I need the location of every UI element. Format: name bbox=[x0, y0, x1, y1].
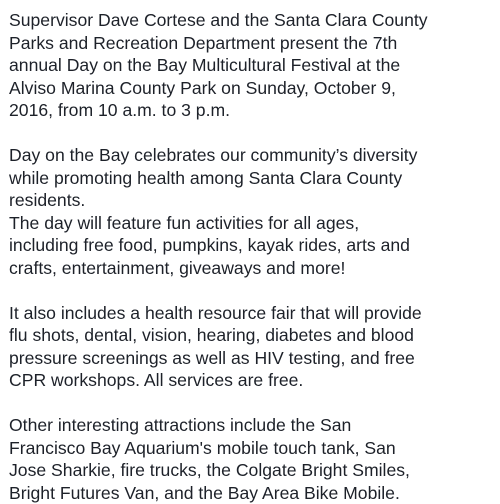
text-line: The day will feature fun activities for all ages, bbox=[9, 212, 495, 235]
text-line: Parks and Recreation Department present the 7th bbox=[9, 32, 495, 55]
text-line: Supervisor Dave Cortese and the Santa Clara County bbox=[9, 9, 495, 32]
paragraph-diversity-activities bbox=[9, 144, 495, 279]
text-line: Francisco Bay Aquarium's mobile touch tank, San bbox=[9, 437, 495, 460]
text-line: flu shots, dental, vision, hearing, diabetes and blood bbox=[9, 324, 495, 347]
text-line: CPR workshops. All services are free. bbox=[9, 369, 495, 392]
text-line: pressure screenings as well as HIV testing, and free bbox=[9, 347, 495, 370]
text-line: It also includes a health resource fair that will provide bbox=[9, 302, 495, 325]
paragraph-event-announcement bbox=[9, 9, 495, 122]
text-line: Bright Futures Van, and the Bay Area Bike Mobile. bbox=[9, 482, 495, 504]
text-line: annual Day on the Bay Multicultural Festival at the bbox=[9, 54, 495, 77]
text-line: Other interesting attractions include the San bbox=[9, 414, 495, 437]
post-body bbox=[9, 9, 495, 504]
paragraph-health-fair bbox=[9, 302, 495, 392]
text-line: crafts, entertainment, giveaways and more! bbox=[9, 257, 495, 280]
paragraph-attractions bbox=[9, 414, 495, 504]
text-line: including free food, pumpkins, kayak rides, arts and bbox=[9, 234, 495, 257]
text-line: while promoting health among Santa Clara County bbox=[9, 167, 495, 190]
text-line: Alviso Marina County Park on Sunday, October 9, bbox=[9, 77, 495, 100]
text-line: Day on the Bay celebrates our community’s diversity bbox=[9, 144, 495, 167]
text-line: Jose Sharkie, fire trucks, the Colgate Bright Smiles, bbox=[9, 459, 495, 482]
text-line: residents. bbox=[9, 189, 495, 212]
text-line: 2016, from 10 a.m. to 3 p.m. bbox=[9, 99, 495, 122]
